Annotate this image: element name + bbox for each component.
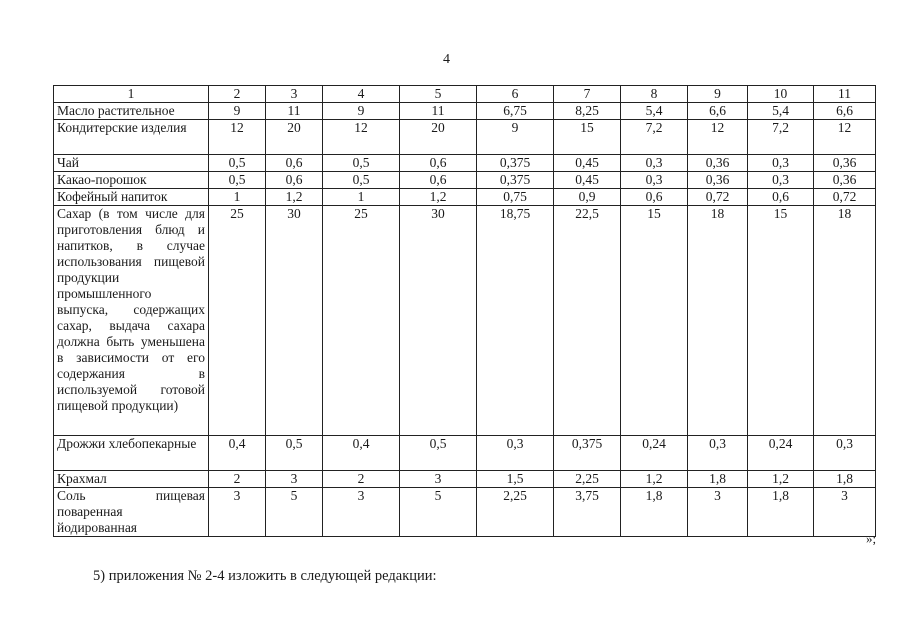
norm-value-cell: 12 [323, 120, 400, 155]
norm-value-cell: 3 [209, 488, 266, 537]
norm-value-cell: 25 [323, 206, 400, 436]
norm-value-cell: 2,25 [554, 471, 621, 488]
norm-value-cell: 20 [400, 120, 477, 155]
norm-value-cell: 3 [323, 488, 400, 537]
norm-value-cell: 0,5 [323, 172, 400, 189]
norm-value-cell: 2 [323, 471, 400, 488]
table-row [54, 103, 876, 120]
table-row [54, 471, 876, 488]
norm-value-cell: 5 [400, 488, 477, 537]
norm-value-cell: 0,75 [477, 189, 554, 206]
column-number-cell: 2 [209, 86, 266, 103]
column-number-cell: 4 [323, 86, 400, 103]
norm-value-cell: 0,6 [748, 189, 814, 206]
column-number-cell: 3 [266, 86, 323, 103]
page-number: 4 [443, 52, 450, 67]
product-name-cell: Кондитерские изделия [54, 120, 209, 155]
product-name-cell: Крахмал [54, 471, 209, 488]
norm-value-cell: 0,5 [209, 155, 266, 172]
norm-value-cell: 0,3 [477, 436, 554, 471]
table-header-row [54, 86, 876, 103]
ration-table [53, 85, 876, 537]
norm-value-cell: 0,6 [266, 155, 323, 172]
column-number-cell: 10 [748, 86, 814, 103]
norm-value-cell: 22,5 [554, 206, 621, 436]
norm-value-cell: 15 [621, 206, 688, 436]
norm-value-cell: 3 [266, 471, 323, 488]
norm-value-cell: 2 [209, 471, 266, 488]
norm-value-cell: 0,5 [323, 155, 400, 172]
norm-value-cell: 7,2 [748, 120, 814, 155]
norm-value-cell: 0,5 [400, 436, 477, 471]
norm-value-cell: 25 [209, 206, 266, 436]
norm-value-cell: 1 [323, 189, 400, 206]
norm-value-cell: 1,8 [748, 488, 814, 537]
norm-value-cell: 12 [814, 120, 876, 155]
norm-value-cell: 0,36 [814, 172, 876, 189]
norm-value-cell: 0,4 [323, 436, 400, 471]
table-row [54, 206, 876, 436]
table-body [54, 86, 876, 537]
norm-value-cell: 0,375 [554, 436, 621, 471]
norm-value-cell: 1,2 [400, 189, 477, 206]
norm-value-cell: 1,2 [748, 471, 814, 488]
norm-value-cell: 1,5 [477, 471, 554, 488]
column-number-cell: 8 [621, 86, 688, 103]
norm-value-cell: 9 [477, 120, 554, 155]
norm-value-cell: 0,6 [400, 172, 477, 189]
table-row [54, 155, 876, 172]
table-row [54, 120, 876, 155]
norm-value-cell: 20 [266, 120, 323, 155]
product-name-cell: Масло растительное [54, 103, 209, 120]
norm-value-cell: 6,6 [688, 103, 748, 120]
product-name-cell: Чай [54, 155, 209, 172]
column-number-cell: 7 [554, 86, 621, 103]
norm-value-cell: 0,9 [554, 189, 621, 206]
norm-value-cell: 15 [554, 120, 621, 155]
product-name-cell: Соль пищевая поваренная йодированная [54, 488, 209, 537]
norm-value-cell: 12 [209, 120, 266, 155]
norm-value-cell: 0,6 [621, 189, 688, 206]
norm-value-cell: 7,2 [621, 120, 688, 155]
norm-value-cell: 5 [266, 488, 323, 537]
norm-value-cell: 0,375 [477, 155, 554, 172]
product-name-cell: Какао-порошок [54, 172, 209, 189]
norm-value-cell: 18 [688, 206, 748, 436]
norm-value-cell: 1,8 [688, 471, 748, 488]
column-number-cell: 5 [400, 86, 477, 103]
norm-value-cell: 18 [814, 206, 876, 436]
norm-value-cell: 0,3 [748, 172, 814, 189]
norm-value-cell: 0,3 [688, 436, 748, 471]
norm-value-cell: 3 [400, 471, 477, 488]
norm-value-cell: 0,375 [477, 172, 554, 189]
norm-value-cell: 30 [400, 206, 477, 436]
product-name-cell: Кофейный напиток [54, 189, 209, 206]
norm-value-cell: 0,6 [400, 155, 477, 172]
norm-value-cell: 0,3 [621, 155, 688, 172]
norm-value-cell: 2,25 [477, 488, 554, 537]
norm-value-cell: 0,3 [621, 172, 688, 189]
column-number-cell: 9 [688, 86, 748, 103]
table-row [54, 488, 876, 537]
norm-value-cell: 1,8 [814, 471, 876, 488]
norm-value-cell: 6,75 [477, 103, 554, 120]
norm-value-cell: 3 [688, 488, 748, 537]
norm-value-cell: 9 [209, 103, 266, 120]
amendment-instruction: 5) приложения № 2-4 изложить в следующей редакции: [93, 568, 437, 584]
norm-value-cell: 1 [209, 189, 266, 206]
norm-value-cell: 0,45 [554, 155, 621, 172]
closing-quote-mark: »; [866, 531, 877, 546]
norm-value-cell: 0,36 [814, 155, 876, 172]
norm-value-cell: 18,75 [477, 206, 554, 436]
column-number-cell: 1 [54, 86, 209, 103]
norm-value-cell: 3 [814, 488, 876, 537]
norm-value-cell: 11 [266, 103, 323, 120]
norm-value-cell: 1,2 [266, 189, 323, 206]
norm-value-cell: 3,75 [554, 488, 621, 537]
norm-value-cell: 0,36 [688, 172, 748, 189]
norm-value-cell: 0,5 [266, 436, 323, 471]
norm-value-cell: 0,24 [748, 436, 814, 471]
norm-value-cell: 5,4 [621, 103, 688, 120]
norm-value-cell: 6,6 [814, 103, 876, 120]
norm-value-cell: 11 [400, 103, 477, 120]
table-row [54, 189, 876, 206]
norm-value-cell: 12 [688, 120, 748, 155]
norm-value-cell: 0,72 [688, 189, 748, 206]
norm-value-cell: 0,6 [266, 172, 323, 189]
norm-value-cell: 5,4 [748, 103, 814, 120]
norm-value-cell: 9 [323, 103, 400, 120]
norm-value-cell: 0,72 [814, 189, 876, 206]
norm-value-cell: 0,3 [814, 436, 876, 471]
table-row [54, 172, 876, 189]
column-number-cell: 11 [814, 86, 876, 103]
norm-value-cell: 0,5 [209, 172, 266, 189]
norm-value-cell: 0,4 [209, 436, 266, 471]
norm-value-cell: 30 [266, 206, 323, 436]
norm-value-cell: 1,8 [621, 488, 688, 537]
norm-value-cell: 0,45 [554, 172, 621, 189]
norm-value-cell: 0,3 [748, 155, 814, 172]
product-name-cell: Дрожжи хлебопекарные [54, 436, 209, 471]
norm-value-cell: 8,25 [554, 103, 621, 120]
table-row [54, 436, 876, 471]
norm-value-cell: 1,2 [621, 471, 688, 488]
norm-value-cell: 0,36 [688, 155, 748, 172]
norm-value-cell: 0,24 [621, 436, 688, 471]
column-number-cell: 6 [477, 86, 554, 103]
norm-value-cell: 15 [748, 206, 814, 436]
product-name-cell: Сахар (в том числе для приготовления блюд и напитков, в случае использования пищевой продукции промышленного выпуска, содержащих сахар, выдача сахара должна быть уменьшена в зависимости от его содержания в используемой готовой пищевой продукции) [54, 206, 209, 436]
